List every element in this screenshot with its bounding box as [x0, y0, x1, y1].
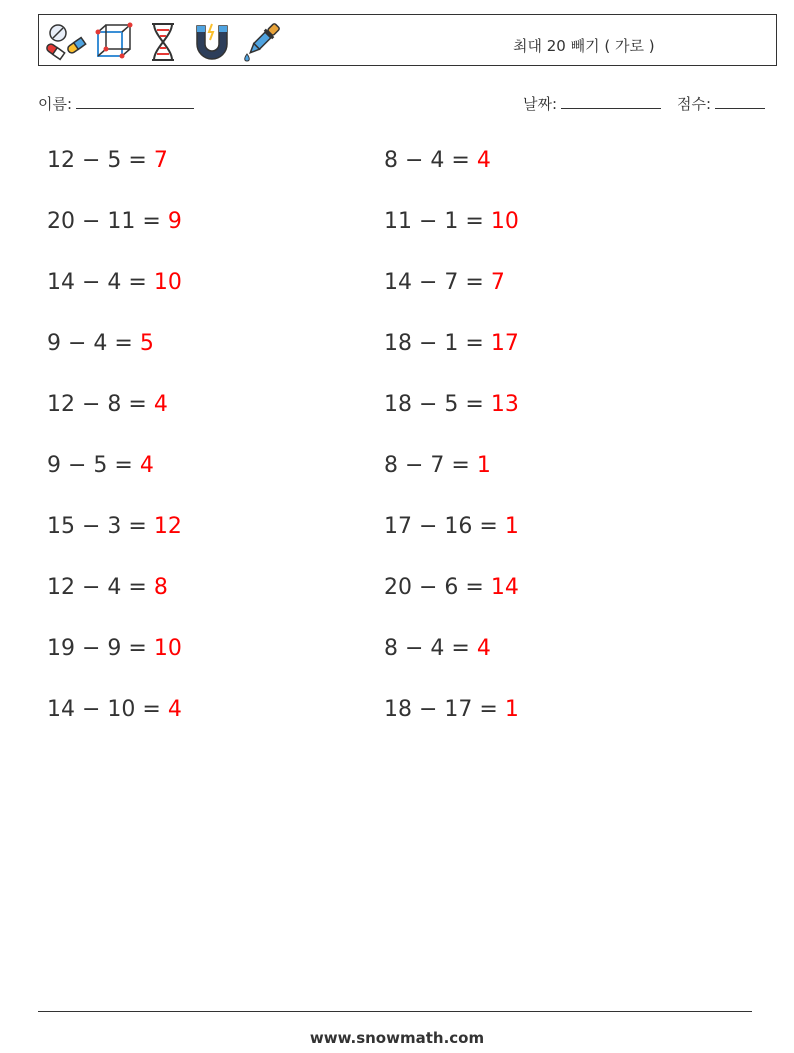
question: 14 − 4 =	[47, 270, 154, 295]
problem-right-6	[384, 453, 491, 478]
question: 14 − 7 =	[384, 270, 491, 295]
answer: 4	[476, 636, 491, 661]
question: 18 − 5 =	[384, 392, 491, 417]
problem-left-10	[47, 697, 182, 722]
answer: 7	[490, 270, 505, 295]
score-label: 점수:	[677, 95, 712, 113]
score-blank[interactable]	[715, 94, 765, 109]
question: 12 − 8 =	[47, 392, 154, 417]
answer: 14	[490, 575, 519, 600]
answer: 12	[153, 514, 182, 539]
problem-right-10	[384, 697, 519, 722]
name-field[interactable]	[38, 93, 194, 114]
problem-right-3	[384, 270, 505, 295]
answer: 1	[476, 453, 491, 478]
answer: 17	[490, 331, 519, 356]
problem-left-7	[47, 514, 182, 539]
question: 8 − 4 =	[384, 636, 477, 661]
question: 8 − 7 =	[384, 453, 477, 478]
problem-left-8	[47, 575, 168, 600]
question: 15 − 3 =	[47, 514, 154, 539]
date-blank[interactable]	[561, 94, 661, 109]
icon-strip	[43, 20, 283, 64]
problem-right-5	[384, 392, 519, 417]
problem-left-1	[47, 148, 168, 173]
question: 14 − 10 =	[47, 697, 168, 722]
problem-left-5	[47, 392, 168, 417]
score-field[interactable]	[677, 93, 765, 114]
question: 8 − 4 =	[384, 148, 477, 173]
question: 18 − 1 =	[384, 331, 491, 356]
footer-url: www.snowmath.com	[309, 1029, 485, 1047]
problem-right-7	[384, 514, 519, 539]
date-field[interactable]	[523, 93, 661, 114]
answer: 7	[153, 148, 168, 173]
pills-icon	[43, 20, 87, 64]
answer: 1	[504, 697, 519, 722]
question: 20 − 11 =	[47, 209, 168, 234]
question: 17 − 16 =	[384, 514, 505, 539]
cube-icon	[92, 20, 136, 64]
problem-left-4	[47, 331, 154, 356]
answer: 4	[153, 392, 168, 417]
question: 12 − 5 =	[47, 148, 154, 173]
question: 11 − 1 =	[384, 209, 491, 234]
dropper-icon	[239, 20, 283, 64]
problem-left-6	[47, 453, 154, 478]
problem-left-2	[47, 209, 182, 234]
answer: 1	[504, 514, 519, 539]
dna-icon	[141, 20, 185, 64]
question: 20 − 6 =	[384, 575, 491, 600]
problem-right-1	[384, 148, 491, 173]
answer: 9	[167, 209, 182, 234]
date-label: 날짜:	[523, 95, 558, 113]
answer: 4	[167, 697, 182, 722]
answer: 13	[490, 392, 519, 417]
problem-left-3	[47, 270, 182, 295]
answer: 10	[153, 636, 182, 661]
question: 12 − 4 =	[47, 575, 154, 600]
question: 19 − 9 =	[47, 636, 154, 661]
magnet-icon	[190, 20, 234, 64]
answer: 5	[139, 331, 154, 356]
question: 9 − 5 =	[47, 453, 140, 478]
answer: 8	[153, 575, 168, 600]
problem-right-9	[384, 636, 491, 661]
problem-right-8	[384, 575, 519, 600]
name-label: 이름:	[38, 95, 73, 113]
question: 18 − 17 =	[384, 697, 505, 722]
problem-right-2	[384, 209, 519, 234]
answer: 4	[476, 148, 491, 173]
answer: 10	[153, 270, 182, 295]
footer-divider	[38, 1011, 752, 1012]
name-blank[interactable]	[76, 94, 194, 109]
answer: 10	[490, 209, 519, 234]
problem-right-4	[384, 331, 519, 356]
worksheet-header	[38, 14, 777, 66]
question: 9 − 4 =	[47, 331, 140, 356]
answer: 4	[139, 453, 154, 478]
worksheet-title: 최대 20 빼기 ( 가로 )	[513, 37, 655, 55]
problem-left-9	[47, 636, 182, 661]
